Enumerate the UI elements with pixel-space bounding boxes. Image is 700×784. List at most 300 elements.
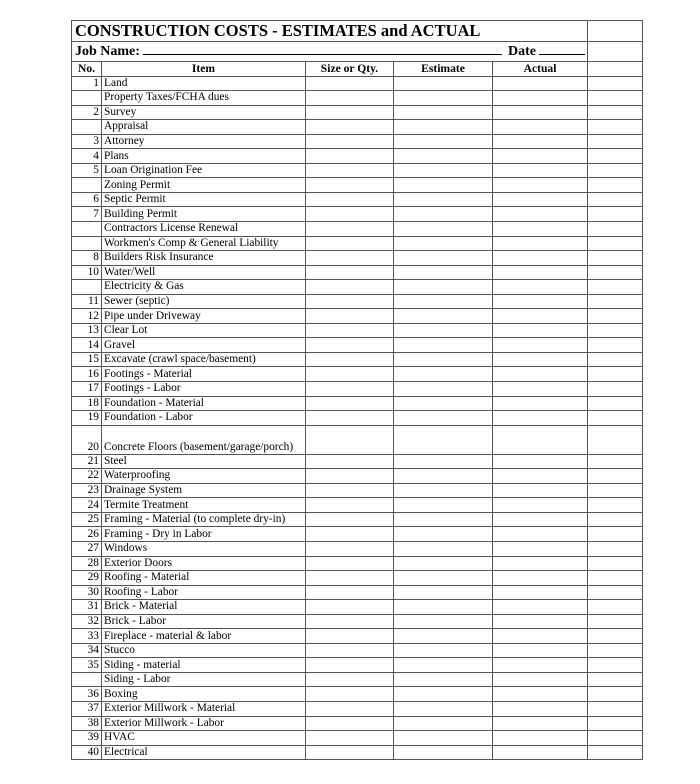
estimate-cell[interactable]: [394, 207, 493, 222]
estimate-cell[interactable]: [394, 425, 493, 454]
estimate-cell[interactable]: [394, 280, 493, 295]
row-number: 39: [72, 731, 102, 746]
actual-cell[interactable]: [493, 178, 588, 193]
estimate-cell[interactable]: [394, 309, 493, 324]
extra-cell[interactable]: [588, 280, 643, 295]
estimate-cell[interactable]: [394, 716, 493, 731]
row-item: Footings - Labor: [102, 382, 306, 397]
row-number: 34: [72, 643, 102, 658]
table-row: [72, 687, 643, 702]
actual-cell[interactable]: [493, 309, 588, 324]
extra-cell[interactable]: [588, 425, 643, 454]
table-row: [72, 541, 643, 556]
header-blank: [588, 62, 643, 77]
extra-cell[interactable]: [588, 105, 643, 120]
extra-cell[interactable]: [588, 367, 643, 382]
extra-cell[interactable]: [588, 614, 643, 629]
table-row: [72, 556, 643, 571]
row-item: Fireplace - material & labor: [102, 629, 306, 644]
actual-cell[interactable]: [493, 556, 588, 571]
estimate-cell[interactable]: [394, 265, 493, 280]
date-line[interactable]: [539, 42, 585, 55]
extra-cell[interactable]: [588, 134, 643, 149]
actual-cell[interactable]: [493, 280, 588, 295]
estimate-cell[interactable]: [394, 149, 493, 164]
table-row: [72, 454, 643, 469]
sheet-title: CONSTRUCTION COSTS - ESTIMATES and ACTUAL: [72, 21, 588, 42]
extra-cell[interactable]: [588, 163, 643, 178]
estimate-cell[interactable]: [394, 454, 493, 469]
estimate-cell[interactable]: [394, 294, 493, 309]
table-row: [72, 483, 643, 498]
row-number: 31: [72, 600, 102, 615]
size-cell[interactable]: [306, 265, 394, 280]
row-number: 26: [72, 527, 102, 542]
estimate-cell[interactable]: [394, 251, 493, 266]
size-cell[interactable]: [306, 454, 394, 469]
actual-cell[interactable]: [493, 701, 588, 716]
row-number: 24: [72, 498, 102, 513]
size-cell[interactable]: [306, 280, 394, 295]
job-name-cell[interactable]: [72, 42, 588, 62]
job-name-line[interactable]: [143, 42, 502, 55]
row-item: Septic Permit: [102, 192, 306, 207]
row-item: Appraisal: [102, 120, 306, 135]
estimate-cell[interactable]: [394, 701, 493, 716]
table-row: [72, 294, 643, 309]
size-cell[interactable]: [306, 91, 394, 106]
row-number: 40: [72, 745, 102, 760]
row-item: Concrete Floors (basement/garage/porch): [102, 425, 306, 454]
size-cell[interactable]: [306, 367, 394, 382]
actual-cell[interactable]: [493, 294, 588, 309]
extra-cell[interactable]: [588, 701, 643, 716]
table-row: [72, 425, 643, 454]
actual-cell[interactable]: [493, 614, 588, 629]
size-cell[interactable]: [306, 629, 394, 644]
row-item: Water/Well: [102, 265, 306, 280]
extra-cell[interactable]: [588, 411, 643, 426]
extra-cell[interactable]: [588, 687, 643, 702]
estimate-cell[interactable]: [394, 469, 493, 484]
actual-cell[interactable]: [493, 91, 588, 106]
table-row: [72, 192, 643, 207]
extra-cell[interactable]: [588, 192, 643, 207]
table-row: [72, 672, 643, 687]
estimate-cell[interactable]: [394, 91, 493, 106]
actual-cell[interactable]: [493, 163, 588, 178]
estimate-cell[interactable]: [394, 658, 493, 673]
row-item: Zoning Permit: [102, 178, 306, 193]
actual-cell[interactable]: [493, 483, 588, 498]
extra-cell[interactable]: [588, 658, 643, 673]
row-number: 35: [72, 658, 102, 673]
table-row: [72, 265, 643, 280]
actual-cell[interactable]: [493, 541, 588, 556]
row-item: Framing - Dry in Labor: [102, 527, 306, 542]
row-item: Roofing - Labor: [102, 585, 306, 600]
row-item: Clear Lot: [102, 323, 306, 338]
size-cell[interactable]: [306, 411, 394, 426]
estimate-cell[interactable]: [394, 76, 493, 91]
size-cell[interactable]: [306, 585, 394, 600]
extra-cell[interactable]: [588, 309, 643, 324]
extra-cell[interactable]: [588, 454, 643, 469]
actual-cell[interactable]: [493, 76, 588, 91]
size-cell[interactable]: [306, 498, 394, 513]
row-item: Foundation - Material: [102, 396, 306, 411]
size-cell[interactable]: [306, 76, 394, 91]
row-item: Excavate (crawl space/basement): [102, 352, 306, 367]
size-cell[interactable]: [306, 192, 394, 207]
row-number: [72, 178, 102, 193]
estimate-cell[interactable]: [394, 731, 493, 746]
row-item: Pipe under Driveway: [102, 309, 306, 324]
actual-cell[interactable]: [493, 105, 588, 120]
row-number: 2: [72, 105, 102, 120]
table-row: [72, 280, 643, 295]
extra-cell[interactable]: [588, 352, 643, 367]
table-row: [72, 498, 643, 513]
actual-cell[interactable]: [493, 629, 588, 644]
date-label: Date: [508, 44, 537, 59]
extra-cell[interactable]: [588, 541, 643, 556]
estimate-cell[interactable]: [394, 556, 493, 571]
row-number: 8: [72, 251, 102, 266]
row-item: Siding - Labor: [102, 672, 306, 687]
row-item: Survey: [102, 105, 306, 120]
extra-cell[interactable]: [588, 600, 643, 615]
size-cell[interactable]: [306, 701, 394, 716]
estimate-cell[interactable]: [394, 411, 493, 426]
size-cell[interactable]: [306, 614, 394, 629]
table-row: [72, 236, 643, 251]
estimate-cell[interactable]: [394, 629, 493, 644]
size-cell[interactable]: [306, 483, 394, 498]
actual-cell[interactable]: [493, 367, 588, 382]
row-number: [72, 280, 102, 295]
actual-cell[interactable]: [493, 222, 588, 237]
row-item: Boxing: [102, 687, 306, 702]
actual-cell[interactable]: [493, 265, 588, 280]
extra-cell[interactable]: [588, 76, 643, 91]
row-number: 10: [72, 265, 102, 280]
size-cell[interactable]: [306, 309, 394, 324]
size-cell[interactable]: [306, 425, 394, 454]
size-cell[interactable]: [306, 527, 394, 542]
size-cell[interactable]: [306, 222, 394, 237]
table-row: [72, 76, 643, 91]
actual-cell[interactable]: [493, 192, 588, 207]
size-cell[interactable]: [306, 134, 394, 149]
actual-cell[interactable]: [493, 120, 588, 135]
row-number: 27: [72, 541, 102, 556]
extra-cell[interactable]: [588, 382, 643, 397]
row-number: 32: [72, 614, 102, 629]
row-number: 17: [72, 382, 102, 397]
actual-cell[interactable]: [493, 716, 588, 731]
actual-cell[interactable]: [493, 323, 588, 338]
size-cell[interactable]: [306, 178, 394, 193]
size-cell[interactable]: [306, 469, 394, 484]
row-item: Exterior Doors: [102, 556, 306, 571]
size-cell[interactable]: [306, 687, 394, 702]
extra-cell[interactable]: [588, 498, 643, 513]
extra-cell[interactable]: [588, 294, 643, 309]
actual-cell[interactable]: [493, 527, 588, 542]
header-item: Item: [102, 62, 306, 77]
extra-cell[interactable]: [588, 149, 643, 164]
table-row: [72, 643, 643, 658]
size-cell[interactable]: [306, 658, 394, 673]
table-row: [72, 629, 643, 644]
size-cell[interactable]: [306, 294, 394, 309]
row-number: 18: [72, 396, 102, 411]
extra-cell[interactable]: [588, 236, 643, 251]
estimate-cell[interactable]: [394, 687, 493, 702]
table-row: [72, 411, 643, 426]
extra-cell[interactable]: [588, 571, 643, 586]
row-number: 33: [72, 629, 102, 644]
row-number: 36: [72, 687, 102, 702]
row-item: Roofing - Material: [102, 571, 306, 586]
row-number: [72, 91, 102, 106]
row-item: Foundation - Labor: [102, 411, 306, 426]
estimate-cell[interactable]: [394, 571, 493, 586]
row-item: Contractors License Renewal: [102, 222, 306, 237]
row-item: Electrical: [102, 745, 306, 760]
estimate-cell[interactable]: [394, 134, 493, 149]
extra-cell[interactable]: [588, 265, 643, 280]
estimate-cell[interactable]: [394, 323, 493, 338]
table-row: [72, 91, 643, 106]
row-number: 22: [72, 469, 102, 484]
header-actual: Actual: [493, 62, 588, 77]
row-number: 23: [72, 483, 102, 498]
extra-cell[interactable]: [588, 396, 643, 411]
table-row: [72, 382, 643, 397]
table-row: [72, 527, 643, 542]
row-number: 37: [72, 701, 102, 716]
table-row: [72, 352, 643, 367]
row-item: Framing - Material (to complete dry-in): [102, 512, 306, 527]
size-cell[interactable]: [306, 643, 394, 658]
size-cell[interactable]: [306, 163, 394, 178]
header-no: No.: [72, 62, 102, 77]
row-item: Exterior Millwork - Material: [102, 701, 306, 716]
actual-cell[interactable]: [493, 382, 588, 397]
extra-cell[interactable]: [588, 222, 643, 237]
size-cell[interactable]: [306, 105, 394, 120]
row-number: 6: [72, 192, 102, 207]
extra-cell[interactable]: [588, 672, 643, 687]
size-cell[interactable]: [306, 571, 394, 586]
extra-cell[interactable]: [588, 338, 643, 353]
size-cell[interactable]: [306, 323, 394, 338]
table-row: [72, 701, 643, 716]
row-item: Builders Risk Insurance: [102, 251, 306, 266]
size-cell[interactable]: [306, 338, 394, 353]
row-number: 1: [72, 76, 102, 91]
size-cell[interactable]: [306, 149, 394, 164]
row-number: 16: [72, 367, 102, 382]
extra-cell[interactable]: [588, 643, 643, 658]
extra-cell[interactable]: [588, 745, 643, 760]
extra-cell[interactable]: [588, 716, 643, 731]
actual-cell[interactable]: [493, 498, 588, 513]
size-cell[interactable]: [306, 382, 394, 397]
estimate-cell[interactable]: [394, 585, 493, 600]
estimate-cell[interactable]: [394, 120, 493, 135]
actual-cell[interactable]: [493, 207, 588, 222]
estimate-cell[interactable]: [394, 222, 493, 237]
row-number: 14: [72, 338, 102, 353]
extra-cell[interactable]: [588, 556, 643, 571]
row-item: Brick - Material: [102, 600, 306, 615]
estimate-cell[interactable]: [394, 527, 493, 542]
estimate-cell[interactable]: [394, 178, 493, 193]
row-number: 28: [72, 556, 102, 571]
estimate-cell[interactable]: [394, 105, 493, 120]
estimate-cell[interactable]: [394, 352, 493, 367]
estimate-cell[interactable]: [394, 236, 493, 251]
extra-cell[interactable]: [588, 251, 643, 266]
extra-cell[interactable]: [588, 527, 643, 542]
extra-cell[interactable]: [588, 207, 643, 222]
size-cell[interactable]: [306, 745, 394, 760]
size-cell[interactable]: [306, 352, 394, 367]
actual-cell[interactable]: [493, 672, 588, 687]
actual-cell[interactable]: [493, 658, 588, 673]
row-item: Electricity & Gas: [102, 280, 306, 295]
estimate-cell[interactable]: [394, 396, 493, 411]
size-cell[interactable]: [306, 207, 394, 222]
table-row: [72, 207, 643, 222]
table-row: [72, 178, 643, 193]
actual-cell[interactable]: [493, 745, 588, 760]
actual-cell[interactable]: [493, 134, 588, 149]
table-row: [72, 571, 643, 586]
estimate-cell[interactable]: [394, 498, 493, 513]
header-row: [72, 62, 643, 77]
estimate-cell[interactable]: [394, 600, 493, 615]
actual-cell[interactable]: [493, 236, 588, 251]
header-estimate: Estimate: [394, 62, 493, 77]
row-number: [72, 672, 102, 687]
table-row: [72, 338, 643, 353]
size-cell[interactable]: [306, 731, 394, 746]
blank-cell: [588, 42, 643, 62]
table-row: [72, 585, 643, 600]
size-cell[interactable]: [306, 236, 394, 251]
table-row: [72, 469, 643, 484]
actual-cell[interactable]: [493, 411, 588, 426]
estimate-cell[interactable]: [394, 643, 493, 658]
extra-cell[interactable]: [588, 323, 643, 338]
estimate-cell[interactable]: [394, 382, 493, 397]
table-row: [72, 222, 643, 237]
estimate-cell[interactable]: [394, 163, 493, 178]
row-number: 30: [72, 585, 102, 600]
extra-cell[interactable]: [588, 120, 643, 135]
actual-cell[interactable]: [493, 352, 588, 367]
extra-cell[interactable]: [588, 629, 643, 644]
size-cell[interactable]: [306, 396, 394, 411]
size-cell[interactable]: [306, 541, 394, 556]
table-row: [72, 251, 643, 266]
actual-cell[interactable]: [493, 585, 588, 600]
estimate-cell[interactable]: [394, 367, 493, 382]
estimate-cell[interactable]: [394, 745, 493, 760]
row-item: Termite Treatment: [102, 498, 306, 513]
actual-cell[interactable]: [493, 338, 588, 353]
estimate-cell[interactable]: [394, 338, 493, 353]
actual-cell[interactable]: [493, 643, 588, 658]
estimate-cell[interactable]: [394, 614, 493, 629]
actual-cell[interactable]: [493, 687, 588, 702]
row-item: Footings - Material: [102, 367, 306, 382]
table-row: [72, 614, 643, 629]
size-cell[interactable]: [306, 716, 394, 731]
size-cell[interactable]: [306, 672, 394, 687]
row-number: 25: [72, 512, 102, 527]
actual-cell[interactable]: [493, 731, 588, 746]
row-item: Building Permit: [102, 207, 306, 222]
extra-cell[interactable]: [588, 178, 643, 193]
extra-cell[interactable]: [588, 512, 643, 527]
extra-cell[interactable]: [588, 91, 643, 106]
row-item: Land: [102, 76, 306, 91]
table-row: [72, 163, 643, 178]
size-cell[interactable]: [306, 120, 394, 135]
table-row: [72, 658, 643, 673]
row-number: 13: [72, 323, 102, 338]
actual-cell[interactable]: [493, 396, 588, 411]
estimate-cell[interactable]: [394, 192, 493, 207]
estimate-cell[interactable]: [394, 483, 493, 498]
row-item: Exterior Millwork - Labor: [102, 716, 306, 731]
size-cell[interactable]: [306, 600, 394, 615]
actual-cell[interactable]: [493, 600, 588, 615]
estimate-cell[interactable]: [394, 512, 493, 527]
size-cell[interactable]: [306, 556, 394, 571]
estimate-cell[interactable]: [394, 672, 493, 687]
extra-cell[interactable]: [588, 731, 643, 746]
actual-cell[interactable]: [493, 149, 588, 164]
row-number: 29: [72, 571, 102, 586]
extra-cell[interactable]: [588, 585, 643, 600]
actual-cell[interactable]: [493, 425, 588, 454]
actual-cell[interactable]: [493, 512, 588, 527]
actual-cell[interactable]: [493, 469, 588, 484]
row-item: Gravel: [102, 338, 306, 353]
extra-cell[interactable]: [588, 469, 643, 484]
extra-cell[interactable]: [588, 483, 643, 498]
estimate-cell[interactable]: [394, 541, 493, 556]
row-item: Siding - material: [102, 658, 306, 673]
actual-cell[interactable]: [493, 571, 588, 586]
row-number: 15: [72, 352, 102, 367]
row-item: Brick - Labor: [102, 614, 306, 629]
actual-cell[interactable]: [493, 454, 588, 469]
table-row: [72, 149, 643, 164]
table-row: [72, 105, 643, 120]
size-cell[interactable]: [306, 251, 394, 266]
size-cell[interactable]: [306, 512, 394, 527]
actual-cell[interactable]: [493, 251, 588, 266]
row-item: Windows: [102, 541, 306, 556]
table-row: [72, 134, 643, 149]
